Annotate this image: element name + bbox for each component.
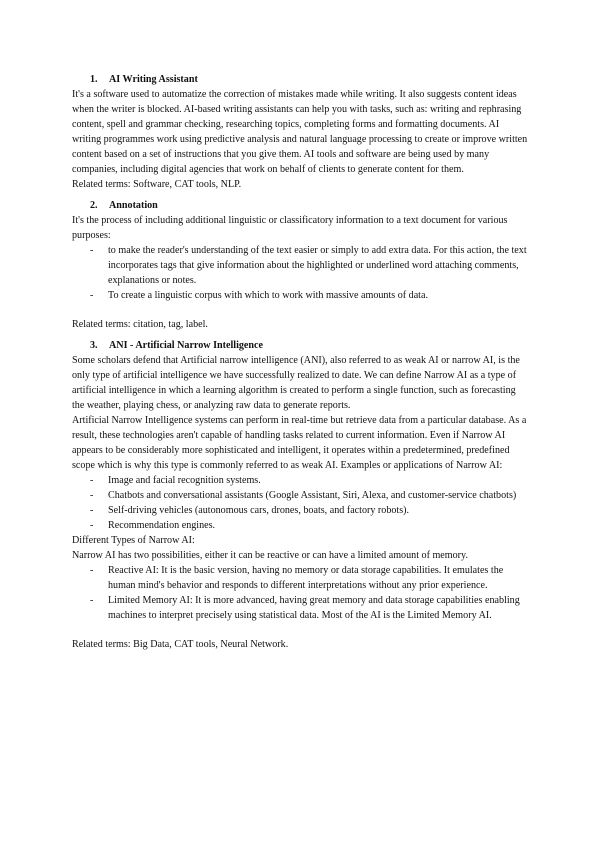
section-paragraph: It's a software used to automatize the correction of mistakes made while writing. It also suggests content ideas when the writer is blocked. AI-based writing assistants can help you with tasks, such as: writing and rephrasing content, spell and grammar checking, researching topics, completing forms and formatting documents. AI writing programmes work using predictive analysis and natural language processing to create or improve written content based on a set of instructions that you give them. AI tools and software are being used by many companies, including digital agencies that work on behalf of clients to generate content for them. <box>72 89 528 175</box>
dash-bullet: - <box>90 490 94 501</box>
list-item <box>72 593 528 623</box>
section-number: 1. <box>90 74 98 85</box>
section-heading-3 <box>72 338 528 353</box>
list-item-text: Self-driving vehicles (autonomous cars, drones, boats, and factory robots). <box>108 505 410 516</box>
dash-bullet: - <box>90 505 94 516</box>
list-item-text: Recommendation engines. <box>108 520 216 531</box>
related-terms: Related terms: Big Data, CAT tools, Neural Network. <box>72 639 289 650</box>
section-paragraph: Some scholars defend that Artificial narrow intelligence (ANI), also referred to as weak AI or narrow AI, is the only type of artificial intelligence we have successfully realized to date. We can define Narrow AI as a type of artificial intelligence in which a learning algorithm is created to perform a single function, such as forecasting the weather, playing chess, or analyzing raw data to generate reports. <box>72 355 520 411</box>
list-item <box>72 518 528 533</box>
list-item <box>72 563 528 593</box>
section-title: AI Writing Assistant <box>109 74 198 85</box>
list-item-text: Image and facial recognition systems. <box>108 475 261 486</box>
related-terms: Related terms: Software, CAT tools, NLP. <box>72 179 242 190</box>
subheading: Different Types of Narrow AI: <box>72 535 195 546</box>
types-list <box>72 563 528 623</box>
dash-bullet: - <box>90 595 94 606</box>
dash-bullet: - <box>90 245 94 256</box>
list-item-text: Reactive AI: It is the basic version, having no memory or data storage capabilities. It emulates the human mind's behavior and responds to different interpretations without any prior experience. <box>108 565 504 591</box>
list-item <box>72 288 528 303</box>
related-terms: Related terms: citation, tag, label. <box>72 319 208 330</box>
section-number: 3. <box>90 340 98 351</box>
section-number: 2. <box>90 200 98 211</box>
examples-list <box>72 473 528 533</box>
section-heading-1 <box>72 72 528 87</box>
dash-bullet: - <box>90 565 94 576</box>
section-intro: It's the process of including additional linguistic or classificatory information to a text document for various purposes: <box>72 215 508 241</box>
list-item <box>72 503 528 518</box>
section-paragraph: Artificial Narrow Intelligence systems can perform in real-time but retrieve data from a particular database. As a result, these technologies aren't capable of handling tasks related to current information. Even if Narrow AI appears to be considerably more sophisticated and intelligent, it operates within a predetermined, predefined scope which is why this type is commonly referred to as weak AI. Examples or applications of Narrow AI: <box>72 415 527 471</box>
list-item-text: To create a linguistic corpus with which to work with massive amounts of data. <box>108 290 428 301</box>
section-title: Annotation <box>109 200 158 211</box>
section-paragraph: Narrow AI has two possibilities, either it can be reactive or can have a limited amount of memory. <box>72 550 468 561</box>
list-item <box>72 488 528 503</box>
dash-bullet: - <box>90 475 94 486</box>
section-title: ANI - Artificial Narrow Intelligence <box>109 340 263 351</box>
dash-bullet: - <box>90 520 94 531</box>
list-item <box>72 243 528 288</box>
list-item-text: Limited Memory AI: It is more advanced, having great memory and data storage capabilities enabling machines to interpret precisely using statistical data. Most of the AI is the Limited Memory AI. <box>108 595 520 621</box>
dash-bullet: - <box>90 290 94 301</box>
list-item-text: Chatbots and conversational assistants (Google Assistant, Siri, Alexa, and customer-service chatbots) <box>108 490 517 501</box>
list-item <box>72 473 528 488</box>
list-item-text: to make the reader's understanding of the text easier or simply to add extra data. For this action, the text incorporates tags that give information about the highlighted or underlined word attaching comments, explanations or notes. <box>108 245 527 286</box>
bullet-list <box>72 243 528 303</box>
section-heading-2 <box>72 198 528 213</box>
